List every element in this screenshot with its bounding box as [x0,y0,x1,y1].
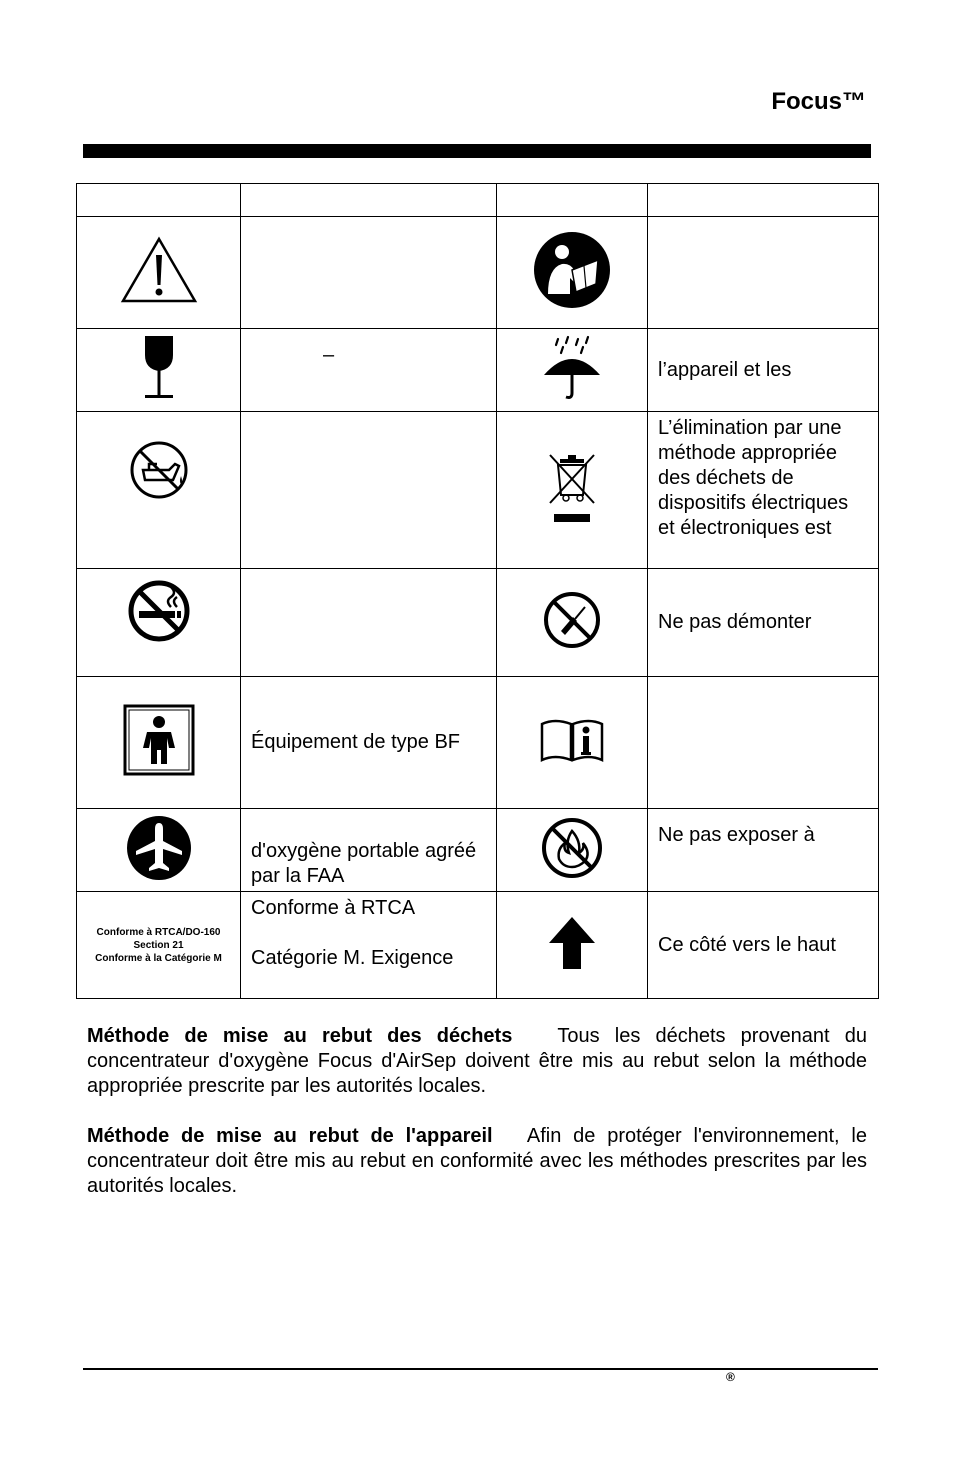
symbol-cell [77,677,241,809]
description-line: Conforme à RTCA [251,897,416,919]
type-bf-icon [123,704,195,776]
header-bar [83,144,871,158]
symbol-cell [497,217,648,329]
table-row [77,809,879,892]
no-smoking-icon [127,579,191,643]
description-cell: d'oxygène portable agréé par la FAA [241,809,497,892]
symbol-cell [77,809,241,892]
symbol-cell [497,412,648,569]
symbols-table [76,183,879,999]
symbol-cell [77,892,241,999]
description-line [251,921,486,946]
symbol-cell [77,412,241,569]
description-cell [241,329,497,412]
table-row [77,892,879,999]
waste-disposal-title: Méthode de mise au rebut des déchets [87,1025,513,1047]
symbol-cell [77,329,241,412]
rtca-label-line: Conforme à la Catégorie M [95,952,222,964]
weee-crossed-bin-icon [546,451,598,525]
airplane-icon [126,815,192,881]
table-header-row [77,184,879,217]
description-cell [241,412,497,569]
device-disposal-paragraph [87,1124,867,1199]
no-oil-icon [129,440,189,500]
description-cell: L’élimination par une méthode appropriée des déchets de dispositifs électriques et électroniques est [648,412,879,569]
table-row [77,569,879,677]
header-cell [77,184,241,217]
registered-mark: ® [726,1370,735,1384]
description-cell [648,217,879,329]
description-cell [648,677,879,809]
header-cell [241,184,497,217]
table-row [77,217,879,329]
description-cell: Équipement de type BF [241,677,497,809]
description-cell: Ce côté vers le haut [648,892,879,999]
table-row [77,329,879,412]
do-not-disassemble-icon [543,591,601,649]
waste-disposal-paragraph [87,1024,867,1099]
description-text: – [323,344,335,366]
read-manual-icon [532,230,612,310]
warning-triangle-icon [119,235,199,305]
symbol-cell [77,217,241,329]
description-cell: Ne pas démonter [648,569,879,677]
symbol-cell [497,892,648,999]
header-cell [648,184,879,217]
waste-disposal-body: Tous les déchets provenant du concentrateur d'oxygène Focus d'AirSep doivent être mis au rebut selon la méthode appropriée prescrite par les autorités locales. [87,1025,867,1097]
up-arrow-icon [547,915,597,971]
symbol-cell [497,677,648,809]
brand-title: Focus™ [771,88,866,115]
header-cell [497,184,648,217]
rtca-label-line: Conforme à RTCA/DO-160 [96,926,221,938]
no-open-flame-icon [541,817,603,879]
symbol-cell [497,809,648,892]
rtca-label [77,926,240,965]
rtca-label-line: Section 21 [133,939,184,951]
description-cell [241,892,497,999]
symbol-cell [77,569,241,677]
info-booklet-icon [539,716,605,764]
table-row [77,412,879,569]
description-cell [241,569,497,677]
symbol-cell [497,569,648,677]
device-disposal-title: Méthode de mise au rebut de l'appareil [87,1125,493,1147]
device-disposal-body: Afin de protéger l'environnement, le concentrateur doit être mis au rebut en conformité avec les méthodes prescrites par les autorités locales. [87,1125,867,1197]
symbol-cell [497,329,648,412]
footer-rule [83,1368,878,1370]
fragile-glass-icon [139,333,179,403]
keep-dry-umbrella-icon [540,335,604,401]
table-row [77,677,879,809]
description-cell [241,217,497,329]
description-line: Catégorie M. Exigence [251,947,454,969]
description-cell: Ne pas exposer à [648,809,879,892]
description-cell: l’appareil et les [648,329,879,412]
